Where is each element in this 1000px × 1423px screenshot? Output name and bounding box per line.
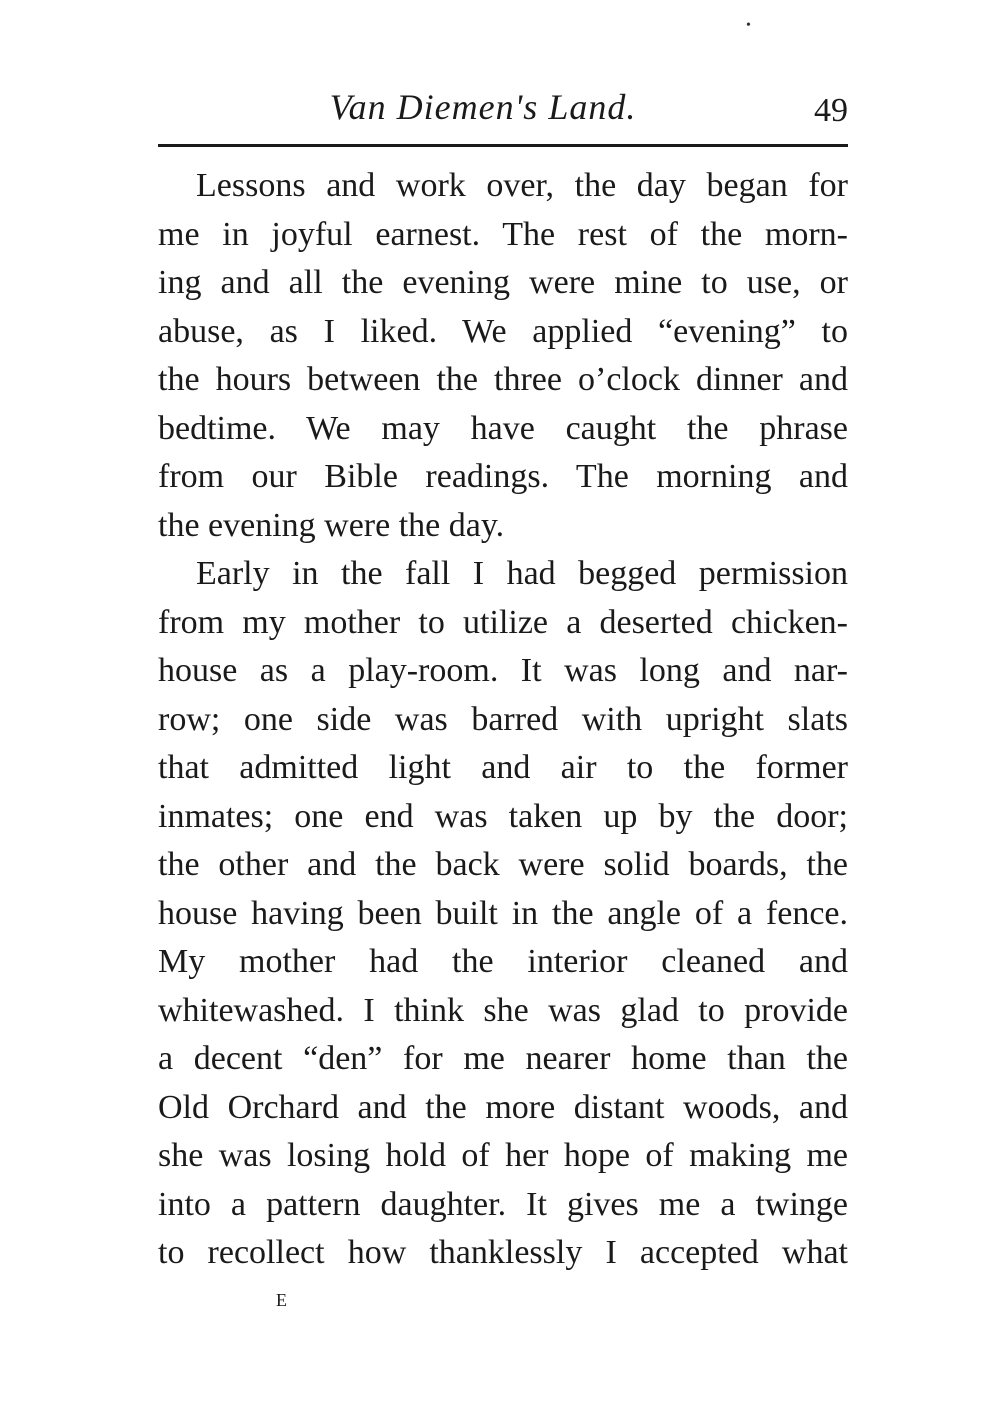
text-line: Lessons and work over, the day began for: [196, 167, 848, 204]
text-line: inmates; one end was taken up by the door;: [158, 797, 848, 835]
text-line: to recollect how thanklessly I accepted what: [158, 1234, 848, 1271]
text-line: My mother had the interior cleaned and: [158, 943, 848, 980]
header-rule: [158, 144, 848, 147]
page-number: 49: [814, 92, 848, 129]
text-line: she was losing hold of her hope of making me: [158, 1137, 848, 1174]
text-line: house as a play-room. It was long and nar-: [158, 652, 848, 689]
text-line: from my mother to utilize a deserted chicken-: [158, 603, 848, 641]
text-line: Early in the fall I had begged permission: [196, 555, 848, 592]
text-line: the hours between the three o’clock dinner and: [158, 361, 848, 398]
running-head: [158, 80, 848, 136]
text-line: row; one side was barred with upright slats: [158, 700, 848, 738]
text-line: the other and the back were solid boards, the: [158, 846, 848, 883]
text-line: abuse, as I liked. We applied “evening” to: [158, 312, 848, 350]
text-line: ing and all the evening were mine to use, or: [158, 264, 848, 301]
text-line: Old Orchard and the more distant woods, and: [158, 1088, 848, 1126]
signature-mark: E: [276, 1290, 288, 1310]
text-line: bedtime. We may have caught the phrase: [158, 409, 848, 447]
text-line: whitewashed. I think she was glad to provide: [158, 991, 848, 1029]
text-line: from our Bible readings. The morning and: [158, 458, 848, 495]
text-line: a decent “den” for me nearer home than the: [158, 1040, 848, 1077]
body-text: [158, 162, 848, 1278]
text-line: house having been built in the angle of a fence.: [158, 894, 848, 932]
text-line: that admitted light and air to the former: [158, 749, 848, 786]
running-title: Van Diemen's Land.: [329, 87, 637, 127]
stray-mark: •: [746, 18, 751, 33]
text-line: me in joyful earnest. The rest of the morn-: [158, 215, 848, 253]
text-line: into a pattern daughter. It gives me a twinge: [158, 1185, 848, 1223]
text-line: the evening were the day.: [158, 506, 505, 544]
